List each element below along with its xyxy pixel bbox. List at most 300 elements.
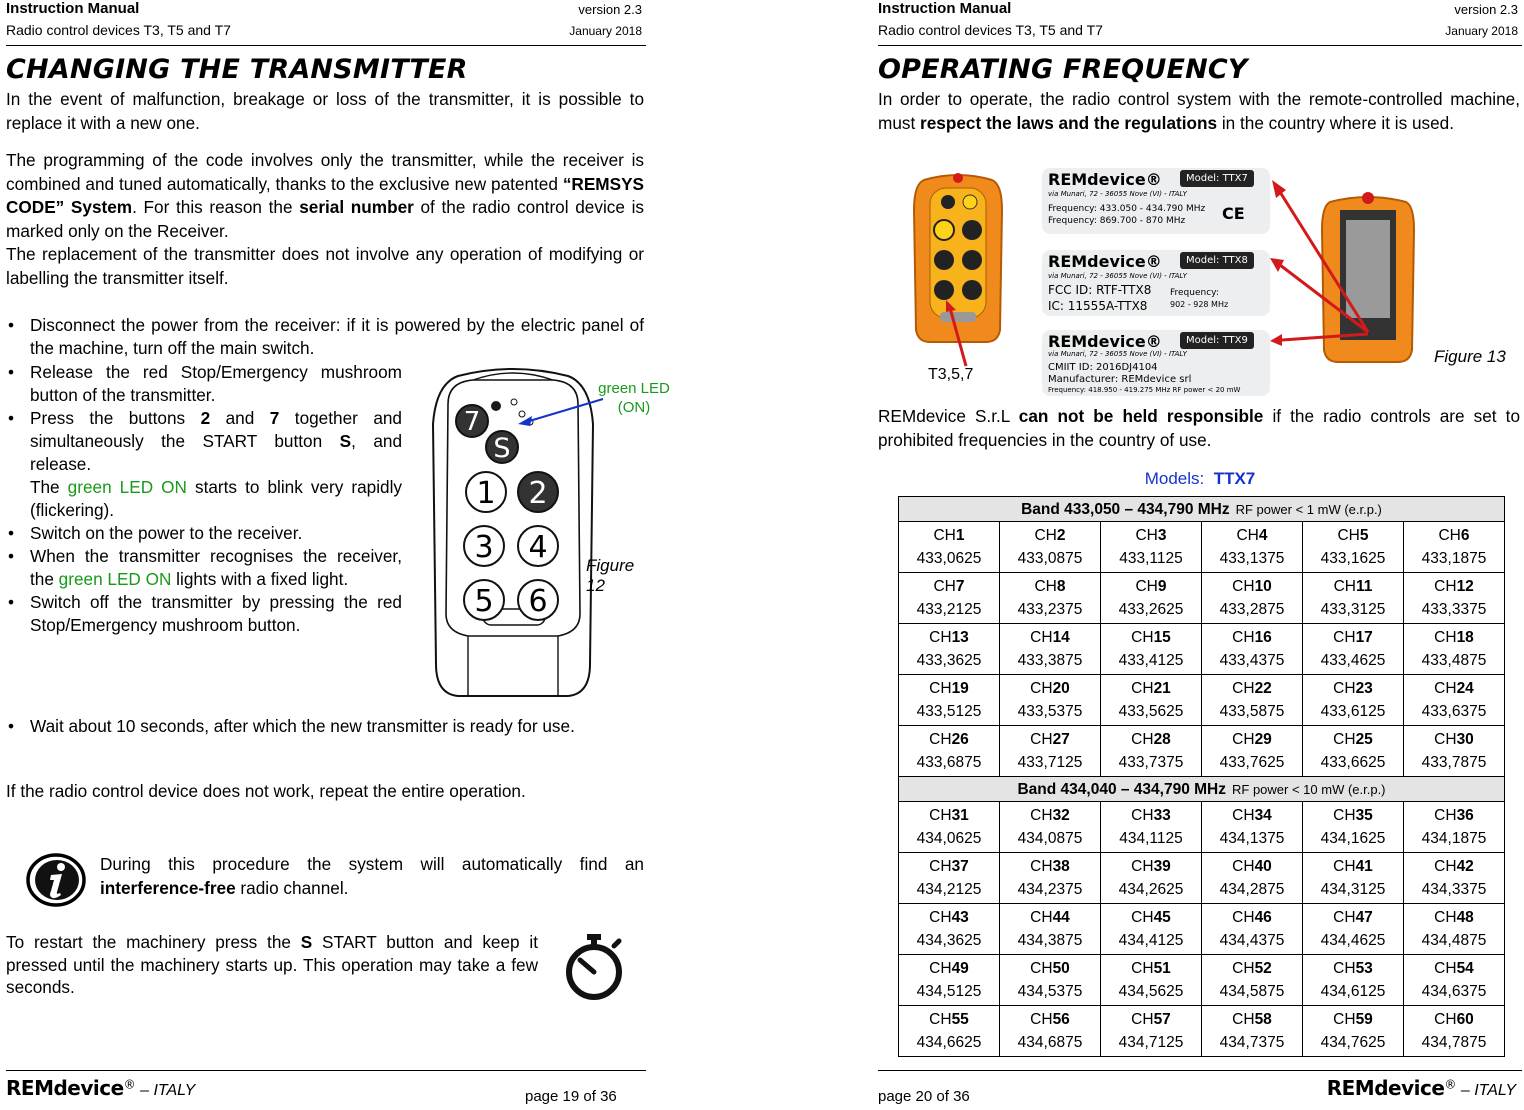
serial-number-term: serial number bbox=[299, 197, 414, 217]
channel-cell bbox=[1303, 726, 1404, 777]
channel-number: 34 bbox=[1254, 807, 1272, 824]
channel-frequency: 433,1375 bbox=[1219, 550, 1285, 567]
channel-frequency: 434,3625 bbox=[916, 932, 982, 949]
channel-prefix: CH bbox=[1333, 960, 1356, 977]
channel-frequency: 434,3125 bbox=[1320, 881, 1386, 898]
label-line: Manufacturer: REMdevice srl bbox=[1048, 374, 1192, 385]
channel-number: 32 bbox=[1052, 807, 1070, 824]
channel-id bbox=[1101, 728, 1201, 751]
channel-number: 37 bbox=[951, 858, 969, 875]
channel-number: 46 bbox=[1254, 909, 1272, 926]
channel-number: 27 bbox=[1052, 731, 1070, 748]
remote-buttons-overlay bbox=[418, 364, 608, 704]
channel-prefix: CH bbox=[1135, 578, 1158, 595]
channel-id bbox=[1202, 677, 1302, 700]
band-power: RF power < 10 mW (e.r.p.) bbox=[1232, 781, 1386, 797]
channel-id bbox=[1303, 677, 1403, 700]
disclaimer-term: can not be held responsible bbox=[1018, 406, 1264, 426]
channel-prefix: CH bbox=[1030, 960, 1053, 977]
channel-cell bbox=[1000, 726, 1101, 777]
channel-prefix: CH bbox=[929, 858, 952, 875]
text-span: During this procedure the system will automatically find an bbox=[100, 854, 644, 874]
channel-prefix: CH bbox=[1434, 629, 1457, 646]
label-brand: REMdevice® bbox=[1048, 170, 1162, 189]
channel-id bbox=[1101, 677, 1201, 700]
label-ttx7 bbox=[1042, 168, 1270, 234]
channel-cell bbox=[899, 624, 1000, 675]
channel-number: 43 bbox=[951, 909, 969, 926]
channel-cell bbox=[1202, 1006, 1303, 1057]
green-led-label: green LED ON bbox=[67, 477, 187, 497]
channel-id bbox=[1000, 1008, 1100, 1031]
channel-cell bbox=[1404, 573, 1505, 624]
step-power-on: • Switch on the power to the receiver. bbox=[6, 522, 402, 545]
label-line: Frequency: bbox=[1170, 288, 1219, 298]
right-page bbox=[878, 0, 1522, 1109]
info-text bbox=[100, 853, 644, 900]
channel-prefix: CH bbox=[1030, 680, 1053, 697]
text-span: The programming of the code involves only the transmitter, while the receiver is combined and tuned automatically, thanks to the exclusive new patented bbox=[6, 150, 644, 194]
channel-prefix: CH bbox=[1030, 858, 1053, 875]
version: version 2.3 bbox=[578, 2, 642, 17]
channel-cell bbox=[1202, 802, 1303, 853]
channel-id bbox=[1202, 1008, 1302, 1031]
intro-paragraph bbox=[878, 88, 1520, 135]
channel-frequency: 434,5875 bbox=[1219, 983, 1285, 1000]
channel-id bbox=[1404, 728, 1504, 751]
text-span: The bbox=[30, 477, 68, 497]
channel-prefix: CH bbox=[1434, 731, 1457, 748]
channel-cell bbox=[1303, 904, 1404, 955]
remote-button-4: 4 bbox=[528, 530, 548, 565]
manual-title: Instruction Manual bbox=[6, 0, 140, 17]
channel-number: 17 bbox=[1355, 629, 1373, 646]
channel-number: 20 bbox=[1052, 680, 1070, 697]
channel-prefix: CH bbox=[1131, 909, 1154, 926]
channel-id bbox=[1303, 906, 1403, 929]
header-divider bbox=[878, 45, 1522, 46]
intro-paragraph bbox=[6, 88, 644, 135]
step-wait: • Wait about 10 seconds, after which the new transmitter is ready for use. bbox=[6, 715, 644, 738]
channel-cell bbox=[1000, 853, 1101, 904]
channel-id bbox=[1101, 1008, 1201, 1031]
table-row bbox=[899, 624, 1505, 675]
channel-number: 41 bbox=[1355, 858, 1373, 875]
channel-prefix: CH bbox=[929, 960, 952, 977]
channel-id bbox=[1101, 524, 1201, 547]
channel-cell bbox=[1000, 955, 1101, 1006]
text-span: together and simultaneously the START button bbox=[30, 408, 402, 451]
channel-frequency: 434,7125 bbox=[1118, 1034, 1184, 1051]
channel-prefix: CH bbox=[1131, 1011, 1154, 1028]
channel-id bbox=[1404, 1008, 1504, 1031]
text-span: lights with a fixed light. bbox=[171, 569, 349, 589]
steps-list bbox=[6, 361, 402, 637]
channel-number: 25 bbox=[1355, 731, 1373, 748]
channel-frequency: 433,5375 bbox=[1017, 703, 1083, 720]
text-span: of the radio control device is marked only on the Receiver. bbox=[6, 197, 645, 241]
channel-prefix: CH bbox=[1131, 629, 1154, 646]
steps-list-bottom bbox=[6, 715, 644, 738]
models-value: TTX7 bbox=[1213, 469, 1256, 488]
channel-frequency: 433,5125 bbox=[916, 703, 982, 720]
channel-frequency: 434,1125 bbox=[1119, 830, 1183, 847]
channel-prefix: CH bbox=[1333, 680, 1356, 697]
channel-frequency: 433,1625 bbox=[1320, 550, 1386, 567]
section-title: CHANGING THE TRANSMITTER bbox=[6, 54, 468, 85]
channel-id bbox=[1202, 575, 1302, 598]
programming-text bbox=[6, 149, 644, 243]
channel-id bbox=[1303, 524, 1403, 547]
channel-id bbox=[899, 626, 999, 649]
channel-number: 23 bbox=[1355, 680, 1373, 697]
channel-id bbox=[1404, 626, 1504, 649]
channel-cell bbox=[1202, 573, 1303, 624]
channel-id bbox=[1000, 728, 1100, 751]
footer-divider bbox=[6, 1070, 646, 1071]
channel-id bbox=[899, 957, 999, 980]
step-switch-off: • Switch off the transmitter by pressing the red Stop/Emergency mushroom button. bbox=[6, 591, 402, 637]
channel-cell bbox=[1202, 726, 1303, 777]
channel-number: 2 bbox=[1056, 527, 1066, 544]
band-power: RF power < 1 mW (e.r.p.) bbox=[1235, 501, 1382, 517]
channel-id bbox=[1404, 524, 1504, 547]
channel-frequency: 434,4125 bbox=[1118, 932, 1184, 949]
channel-id bbox=[1404, 855, 1504, 878]
channel-frequency: 434,1625 bbox=[1320, 830, 1386, 847]
channel-number: 7 bbox=[955, 578, 965, 595]
interference-free-term: interference-free bbox=[100, 877, 236, 898]
remote-button-3: 3 bbox=[474, 530, 494, 565]
channel-cell bbox=[899, 802, 1000, 853]
channel-id bbox=[1303, 626, 1403, 649]
table-row bbox=[899, 904, 1505, 955]
label-arrows bbox=[1268, 170, 1378, 360]
channel-cell bbox=[1101, 955, 1202, 1006]
channel-frequency: 433,5625 bbox=[1118, 703, 1184, 720]
channel-prefix: CH bbox=[1434, 578, 1457, 595]
text-span: and bbox=[210, 408, 270, 428]
text-span: 2 bbox=[200, 408, 211, 428]
channel-cell bbox=[899, 573, 1000, 624]
channel-prefix: CH bbox=[1333, 578, 1356, 595]
channel-id bbox=[899, 906, 999, 929]
channel-prefix: CH bbox=[1337, 527, 1360, 544]
restart-paragraph bbox=[6, 931, 538, 999]
channel-cell bbox=[1000, 675, 1101, 726]
tx-label: T3,5,7 bbox=[928, 366, 974, 383]
channel-cell bbox=[1404, 904, 1505, 955]
label-model: Model: TTX9 bbox=[1180, 332, 1254, 349]
channel-cell bbox=[1202, 624, 1303, 675]
channel-prefix: CH bbox=[1131, 858, 1154, 875]
channel-cell bbox=[899, 522, 1000, 573]
channel-cell bbox=[1404, 624, 1505, 675]
table-row bbox=[899, 573, 1505, 624]
channel-number: 44 bbox=[1052, 909, 1070, 926]
channel-cell bbox=[1101, 853, 1202, 904]
channel-number: 30 bbox=[1456, 731, 1474, 748]
channel-prefix: CH bbox=[933, 578, 956, 595]
step-led-note bbox=[6, 476, 402, 522]
channel-prefix: CH bbox=[929, 909, 952, 926]
registered-mark: ® bbox=[1444, 1077, 1457, 1092]
channel-cell bbox=[1303, 522, 1404, 573]
channel-cell bbox=[1202, 904, 1303, 955]
label-line: Frequency: 433.050 - 434.790 MHz bbox=[1048, 204, 1206, 214]
channel-cell bbox=[1101, 675, 1202, 726]
channel-id bbox=[1101, 957, 1201, 980]
text-span: Press the buttons bbox=[30, 408, 201, 428]
channel-cell bbox=[899, 675, 1000, 726]
remote-button-7: 7 bbox=[463, 407, 481, 437]
channel-number: 12 bbox=[1456, 578, 1474, 595]
channel-cell bbox=[1404, 853, 1505, 904]
step-recognise bbox=[6, 545, 402, 591]
channel-cell bbox=[899, 1006, 1000, 1057]
channel-cell bbox=[1000, 904, 1101, 955]
label-address: via Munari, 72 - 36055 Nove (VI) - ITALY bbox=[1048, 272, 1187, 280]
channel-frequency: 434,1875 bbox=[1421, 830, 1487, 847]
channel-id bbox=[1202, 906, 1302, 929]
channel-number: 55 bbox=[951, 1011, 969, 1028]
channel-number: 52 bbox=[1254, 960, 1272, 977]
band-header bbox=[899, 497, 1505, 522]
disclaimer-paragraph bbox=[878, 405, 1520, 452]
band-title: Band 433,050 – 434,790 MHz bbox=[1021, 500, 1230, 518]
registered-mark: ® bbox=[123, 1077, 136, 1092]
footer-brand bbox=[1327, 1076, 1516, 1100]
channel-number: 60 bbox=[1456, 1011, 1474, 1028]
channel-frequency: 433,2125 bbox=[916, 601, 982, 618]
channel-frequency: 433,7375 bbox=[1118, 754, 1184, 771]
repeat-paragraph bbox=[6, 780, 644, 804]
channel-number: 49 bbox=[951, 960, 969, 977]
channel-prefix: CH bbox=[1434, 807, 1457, 824]
channel-id bbox=[1303, 575, 1403, 598]
channel-prefix: CH bbox=[1131, 731, 1154, 748]
brand-logo: REMdevice bbox=[1326, 1076, 1445, 1100]
channel-frequency: 434,4375 bbox=[1219, 932, 1285, 949]
step-release-mushroom: • Release the red Stop/Emergency mushroom button of the transmitter. bbox=[6, 361, 402, 407]
channel-number: 57 bbox=[1153, 1011, 1171, 1028]
label-line: 902 - 928 MHz bbox=[1170, 300, 1229, 309]
manual-subtitle: Radio control devices T3, T5 and T7 bbox=[878, 22, 1103, 38]
channel-prefix: CH bbox=[1333, 731, 1356, 748]
channel-prefix: CH bbox=[1030, 909, 1053, 926]
table-row bbox=[899, 522, 1505, 573]
channel-id bbox=[1000, 906, 1100, 929]
channel-frequency: 433,4375 bbox=[1219, 652, 1285, 669]
table-row bbox=[899, 802, 1505, 853]
channel-cell bbox=[1101, 624, 1202, 675]
led-callout-line1: green LED bbox=[598, 380, 670, 397]
channel-prefix: CH bbox=[929, 1011, 952, 1028]
channel-id bbox=[1101, 626, 1201, 649]
footer-country: – ITALY bbox=[135, 1082, 196, 1099]
channel-prefix: CH bbox=[929, 807, 952, 824]
channel-cell bbox=[1303, 675, 1404, 726]
channel-prefix: CH bbox=[1034, 527, 1057, 544]
channel-id bbox=[1303, 728, 1403, 751]
left-page bbox=[6, 0, 670, 1109]
channel-cell bbox=[1303, 955, 1404, 1006]
tx-arrow bbox=[938, 300, 978, 370]
channel-prefix: CH bbox=[1232, 578, 1255, 595]
channel-id bbox=[1202, 728, 1302, 751]
models-line bbox=[878, 469, 1522, 489]
label-address: via Munari, 72 - 36055 Nove (VI) - ITALY bbox=[1048, 350, 1187, 358]
channel-id bbox=[899, 524, 999, 547]
channel-id bbox=[899, 1008, 999, 1031]
channel-prefix: CH bbox=[929, 629, 952, 646]
channel-frequency: 433,4125 bbox=[1118, 652, 1184, 669]
channel-id bbox=[1202, 524, 1302, 547]
channel-number: 53 bbox=[1355, 960, 1373, 977]
channel-cell bbox=[1000, 1006, 1101, 1057]
channel-number: 5 bbox=[1359, 527, 1369, 544]
channel-number: 11 bbox=[1356, 578, 1373, 595]
channel-number: 6 bbox=[1460, 527, 1470, 544]
channel-id bbox=[1101, 906, 1201, 929]
footer-country: – ITALY bbox=[1456, 1082, 1516, 1099]
channel-number: 38 bbox=[1052, 858, 1070, 875]
channel-cell bbox=[1202, 955, 1303, 1006]
channel-frequency: 434,5125 bbox=[916, 983, 982, 1000]
footer-brand bbox=[6, 1076, 195, 1100]
text-span: starts to blink very rapidly (flickering). bbox=[30, 477, 402, 520]
channel-prefix: CH bbox=[1232, 1011, 1255, 1028]
ce-mark: CE bbox=[1222, 204, 1245, 223]
channel-prefix: CH bbox=[1232, 960, 1255, 977]
channel-cell bbox=[1404, 802, 1505, 853]
page-number: page 20 of 36 bbox=[878, 1088, 970, 1105]
channel-frequency: 433,3875 bbox=[1017, 652, 1083, 669]
led-callout bbox=[598, 379, 670, 417]
channel-cell bbox=[1303, 802, 1404, 853]
label-line: FCC ID: RTF-TTX8 bbox=[1048, 283, 1152, 297]
channel-frequency: 433,6625 bbox=[1320, 754, 1386, 771]
channel-number: 24 bbox=[1456, 680, 1474, 697]
channel-cell bbox=[1404, 675, 1505, 726]
channel-cell bbox=[899, 726, 1000, 777]
info-paragraph bbox=[100, 853, 644, 900]
channel-id bbox=[1000, 626, 1100, 649]
channel-prefix: CH bbox=[1434, 909, 1457, 926]
label-line: IC: 11555A-TTX8 bbox=[1048, 299, 1148, 313]
channel-number: 47 bbox=[1355, 909, 1373, 926]
channel-frequency: 434,6375 bbox=[1421, 983, 1487, 1000]
channel-id bbox=[1404, 906, 1504, 929]
channel-frequency: 434,1375 bbox=[1219, 830, 1285, 847]
label-address: via Munari, 72 - 36055 Nove (VI) - ITALY bbox=[1048, 190, 1187, 198]
channel-prefix: CH bbox=[1333, 629, 1356, 646]
page-number: page 19 of 36 bbox=[525, 1088, 617, 1105]
label-line: CMIIT ID: 2016DJ4104 bbox=[1048, 362, 1158, 373]
channel-prefix: CH bbox=[1434, 858, 1457, 875]
text-span: When the transmitter recognises the receiver, the bbox=[30, 546, 402, 589]
figure-12-caption: Figure 12 bbox=[586, 556, 635, 595]
channel-id bbox=[1101, 855, 1201, 878]
text-span: START button and keep it pressed until the machinery starts up. This operation may take a few seconds. bbox=[6, 932, 538, 997]
table-row bbox=[899, 675, 1505, 726]
channel-cell bbox=[1303, 624, 1404, 675]
channel-number: 14 bbox=[1052, 629, 1070, 646]
channel-number: 58 bbox=[1254, 1011, 1272, 1028]
channel-frequency: 434,0875 bbox=[1017, 830, 1083, 847]
channel-table bbox=[898, 496, 1505, 1057]
channel-number: 36 bbox=[1456, 807, 1474, 824]
channel-cell bbox=[1101, 726, 1202, 777]
label-ttx8 bbox=[1042, 250, 1270, 316]
remote-button-5: 5 bbox=[474, 584, 494, 619]
channel-prefix: CH bbox=[1232, 680, 1255, 697]
channel-number: 8 bbox=[1056, 578, 1066, 595]
header-divider bbox=[6, 45, 646, 46]
channel-frequency: 433,4625 bbox=[1320, 652, 1386, 669]
channel-number: 45 bbox=[1153, 909, 1171, 926]
channel-id bbox=[1000, 957, 1100, 980]
channel-id bbox=[1000, 575, 1100, 598]
section-title: OPERATING FREQUENCY bbox=[878, 54, 1248, 85]
channel-frequency: 433,6375 bbox=[1421, 703, 1487, 720]
led-callout-line2: (ON) bbox=[617, 399, 651, 416]
channel-prefix: CH bbox=[1434, 960, 1457, 977]
channel-number: 19 bbox=[951, 680, 969, 697]
channel-cell bbox=[1404, 522, 1505, 573]
channel-frequency: 433,1125 bbox=[1119, 550, 1183, 567]
channel-frequency: 434,6625 bbox=[916, 1034, 982, 1051]
channel-cell bbox=[1000, 573, 1101, 624]
channel-cell bbox=[1101, 802, 1202, 853]
channel-frequency: 433,6125 bbox=[1320, 703, 1386, 720]
page-footer bbox=[878, 1070, 1522, 1110]
channel-number: 9 bbox=[1157, 578, 1167, 595]
channel-prefix: CH bbox=[1030, 1011, 1053, 1028]
channel-prefix: CH bbox=[1333, 807, 1356, 824]
channel-prefix: CH bbox=[1030, 807, 1053, 824]
channel-frequency: 433,2375 bbox=[1017, 601, 1083, 618]
channel-number: 42 bbox=[1456, 858, 1474, 875]
date: January 2018 bbox=[569, 24, 642, 38]
channel-prefix: CH bbox=[929, 680, 952, 697]
text-span: . For this reason the bbox=[132, 197, 300, 217]
channel-prefix: CH bbox=[1030, 731, 1053, 748]
table-row bbox=[899, 1006, 1505, 1057]
channel-number: 35 bbox=[1355, 807, 1373, 824]
remote-button-1: 1 bbox=[476, 476, 496, 511]
band-header bbox=[899, 777, 1505, 802]
channel-frequency: 434,7625 bbox=[1320, 1034, 1386, 1051]
channel-id bbox=[1404, 575, 1504, 598]
channel-frequency: 434,5625 bbox=[1118, 983, 1184, 1000]
channel-cell bbox=[1303, 1006, 1404, 1057]
brand-logo: REMdevice bbox=[6, 1076, 124, 1100]
channel-cell bbox=[1404, 1006, 1505, 1057]
figure-13-caption: Figure 13 bbox=[1434, 347, 1506, 366]
remote-button-6: 6 bbox=[528, 584, 548, 619]
channel-number: 4 bbox=[1258, 527, 1268, 544]
manual-title: Instruction Manual bbox=[878, 0, 1012, 17]
channel-id bbox=[1303, 1008, 1403, 1031]
info-icon bbox=[26, 852, 86, 908]
channel-frequency: 433,7125 bbox=[1017, 754, 1083, 771]
channel-prefix: CH bbox=[1434, 1011, 1457, 1028]
text-span: , and release. bbox=[30, 431, 402, 474]
channel-frequency: 433,6875 bbox=[916, 754, 982, 771]
channel-cell bbox=[1303, 573, 1404, 624]
manual-subtitle: Radio control devices T3, T5 and T7 bbox=[6, 22, 231, 38]
